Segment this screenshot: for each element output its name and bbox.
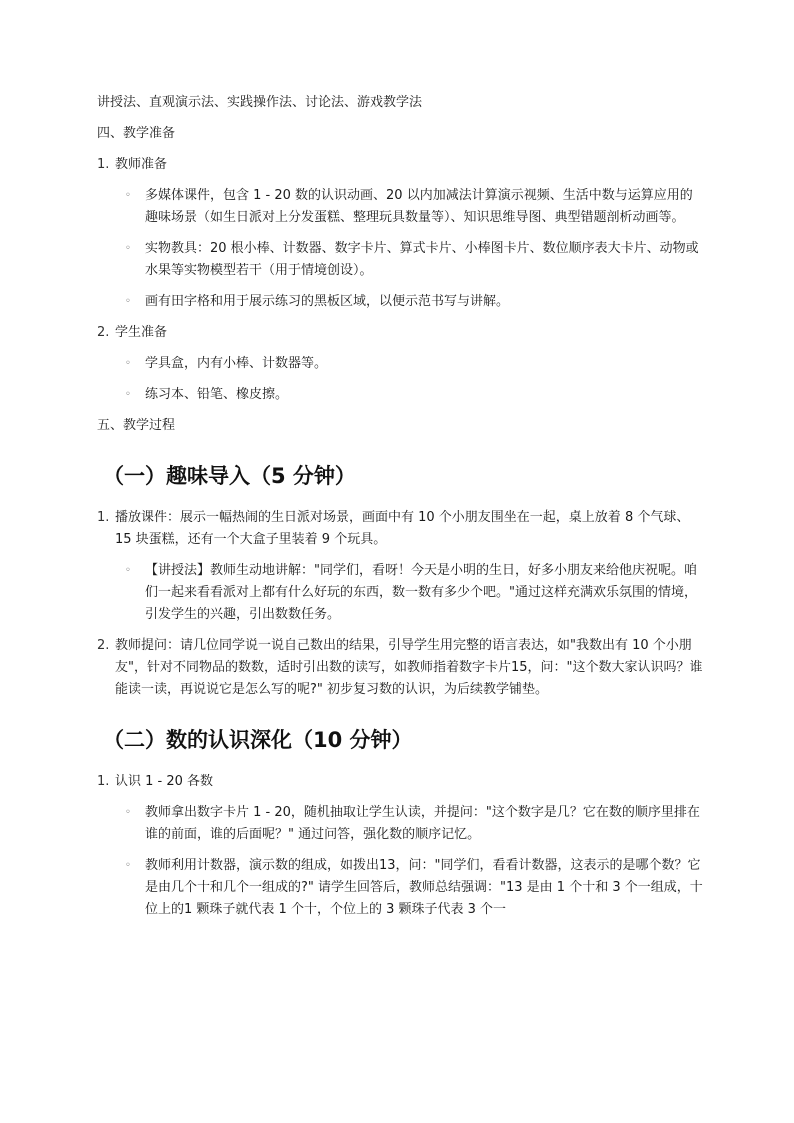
section-heading-process: 五、教学过程 <box>97 418 176 433</box>
bullet-item <box>125 238 704 282</box>
list-item <box>97 771 704 793</box>
hollow-bullet-icon: ◦ <box>125 860 131 871</box>
list-item <box>97 635 704 701</box>
list-number: 2. <box>97 325 110 340</box>
list-item-label: 学生准备 <box>115 325 168 340</box>
section-heading-preparation: 四、教学准备 <box>97 126 176 141</box>
bullet-text: 教师利用计数器，演示数的组成，如拨出13，问："同学们，看看计数器，这表示的是哪个数？它是由几个十和几个一组成的?" 请学生回答后，教师总结强调："13 是由 1 个十和 3 个一组成，十位上的1 颗珠子就代表 1 个十，个位上的 3 颗珠子代表 3 个一 <box>145 858 703 917</box>
hollow-bullet-icon: ◦ <box>125 190 131 201</box>
hollow-bullet-icon: ◦ <box>125 296 131 307</box>
list-number: 2. <box>97 638 110 653</box>
subsection-heading-intro: （一）趣味导入（5 分钟） <box>103 464 356 488</box>
list-item-text: 教师提问：请几位同学说一说自己数出的结果，引导学生用完整的语言表达，如"我数出有 10 个小朋友"，针对不同物品的数数，适时引出数的读写，如教师指着数字卡片15，问："这个数大家认识吗？谁能读一读，再说说它是怎么写的呢?" 初步复习数的认识，为后续教学铺垫。 <box>115 638 703 697</box>
list-number: 1. <box>97 510 110 525</box>
list-item-label: 教师准备 <box>115 157 168 172</box>
bullet-text: 学具盒，内有小棒、计数器等。 <box>145 356 328 371</box>
hollow-bullet-icon: ◦ <box>125 389 131 400</box>
bullet-text: 教师拿出数字卡片 1 - 20，随机抽取让学生认读，并提问："这个数字是几？它在数的顺序里排在谁的前面，谁的后面呢？" 通过问答，强化数的顺序记忆。 <box>145 805 700 842</box>
bullet-text: 实物教具：20 根小棒、计数器、数字卡片、算式卡片、小棒图卡片、数位顺序表大卡片、动物或水果等实物模型若干（用于情境创设）。 <box>145 241 699 278</box>
hollow-bullet-icon: ◦ <box>125 807 131 818</box>
bullet-item <box>125 560 704 626</box>
list-number: 1. <box>97 774 110 789</box>
list-item-teacher-prep <box>97 154 704 176</box>
bullet-text: 画有田字格和用于展示练习的黑板区域，以便示范书写与讲解。 <box>145 294 510 309</box>
bullet-item <box>125 291 704 313</box>
hollow-bullet-icon: ◦ <box>125 358 131 369</box>
subsection-heading-numbers: （二）数的认识深化（10 分钟） <box>103 728 413 752</box>
list-item-student-prep <box>97 322 704 344</box>
bullet-text: 练习本、铅笔、橡皮擦。 <box>145 387 289 402</box>
hollow-bullet-icon: ◦ <box>125 243 131 254</box>
hollow-bullet-icon: ◦ <box>125 565 131 576</box>
bullet-item <box>125 802 704 846</box>
list-item-text: 认识 1 - 20 各数 <box>115 774 214 789</box>
list-item <box>97 507 704 551</box>
bullet-item <box>125 353 704 375</box>
bullet-text: 多媒体课件，包含 1 - 20 数的认识动画、20 以内加减法计算演示视频、生活中数与运算应用的趣味场景（如生日派对上分发蛋糕、整理玩具数量等）、知识思维导图、典型错题剖析动画等。 <box>145 188 693 225</box>
bullet-item <box>125 384 704 406</box>
list-item-text: 播放课件：展示一幅热闹的生日派对场景，画面中有 10 个小朋友围坐在一起，桌上放着 8 个气球、15 块蛋糕，还有一个大盒子里装着 9 个玩具。 <box>115 510 690 547</box>
bullet-item <box>125 855 704 921</box>
bullet-text: 【讲授法】教师生动地讲解："同学们，看呀！今天是小明的生日，好多小朋友来给他庆祝呢。咱们一起来看看派对上都有什么好玩的东西，数一数有多少个吧。"通过这样充满欢乐氛围的情境，引发学生的兴趣，引出数数任务。 <box>145 563 697 622</box>
teaching-methods-line: 讲授法、直观演示法、实践操作法、讨论法、游戏教学法 <box>97 95 423 110</box>
list-number: 1. <box>97 157 110 172</box>
bullet-item <box>125 185 704 229</box>
